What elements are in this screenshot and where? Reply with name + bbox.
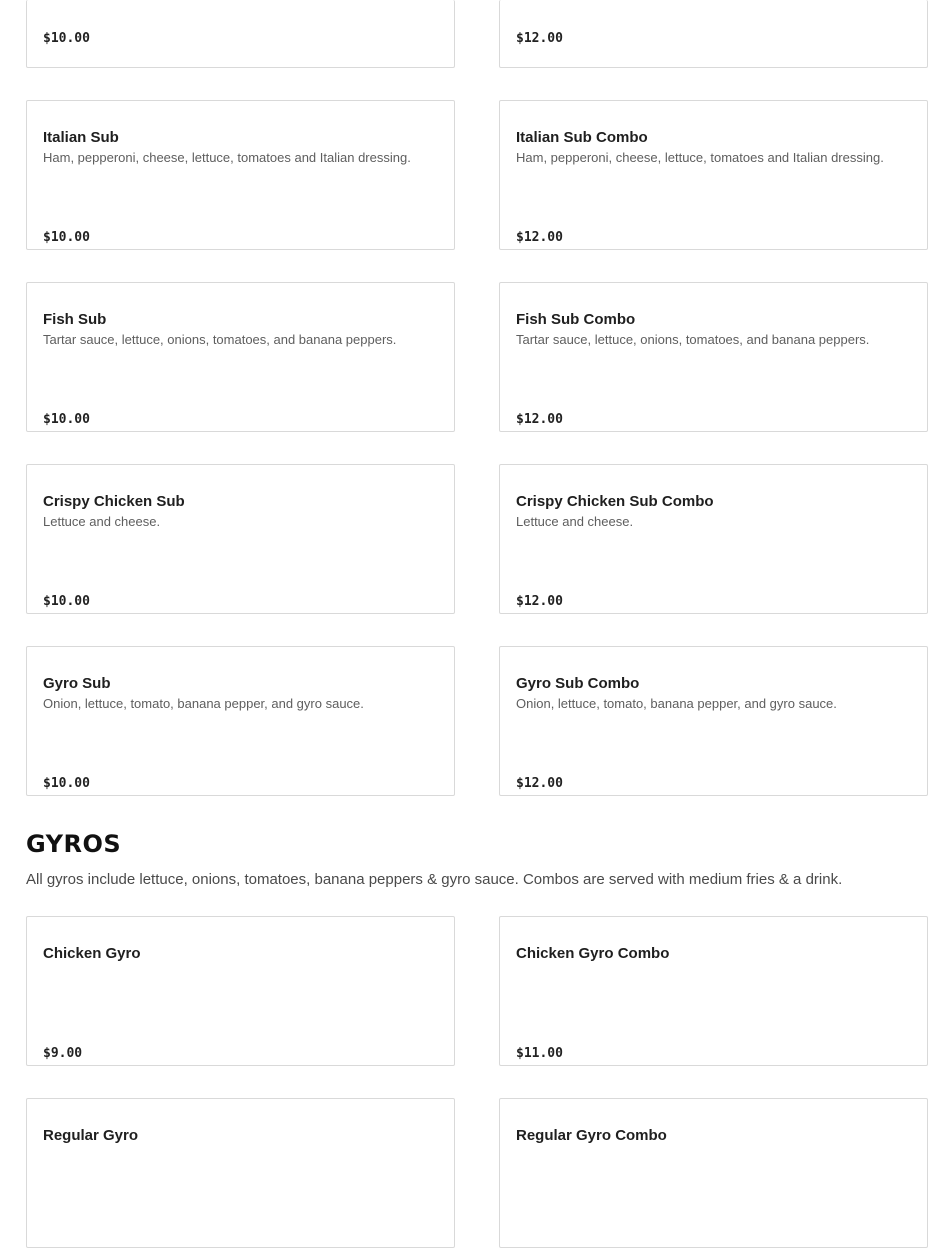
item-price: $9.00	[43, 1046, 83, 1061]
menu-item-card[interactable]	[26, 646, 455, 796]
menu-item-card[interactable]	[26, 916, 455, 1066]
item-price: $10.00	[43, 31, 90, 46]
item-name: Chicken Gyro Combo	[516, 945, 670, 962]
menu-item-card[interactable]	[26, 1098, 455, 1248]
item-name: Gyro Sub Combo	[516, 675, 640, 692]
item-name: Fish Sub Combo	[516, 311, 636, 328]
section-title: GYROS	[26, 830, 122, 858]
gyros-grid	[26, 916, 928, 1248]
menu-item-card[interactable]	[26, 0, 455, 68]
item-name: Crispy Chicken Sub	[43, 493, 185, 510]
item-name: Fish Sub	[43, 311, 107, 328]
item-price: $10.00	[43, 776, 90, 791]
item-name: Crispy Chicken Sub Combo	[516, 493, 714, 510]
item-description: Ham, pepperoni, cheese, lettuce, tomatoes and Italian dressing.	[516, 150, 884, 165]
item-name: Regular Gyro	[43, 1127, 139, 1144]
item-name: Chicken Gyro	[43, 945, 141, 962]
menu-item-card[interactable]	[499, 1098, 928, 1248]
item-description: Onion, lettuce, tomato, banana pepper, and gyro sauce.	[43, 696, 364, 711]
item-description: Tartar sauce, lettuce, onions, tomatoes, and banana peppers.	[516, 332, 870, 347]
menu-item-card[interactable]	[499, 282, 928, 432]
item-description: Tartar sauce, lettuce, onions, tomatoes, and banana peppers.	[43, 332, 397, 347]
item-price: $10.00	[43, 412, 90, 427]
menu-item-card[interactable]	[26, 282, 455, 432]
subs-grid	[26, 100, 928, 796]
item-price: $12.00	[516, 31, 563, 46]
item-price: $12.00	[516, 412, 563, 427]
item-price: $12.00	[516, 230, 563, 245]
item-description: Onion, lettuce, tomato, banana pepper, and gyro sauce.	[516, 696, 837, 711]
item-name: Italian Sub	[43, 129, 119, 146]
section-description: All gyros include lettuce, onions, tomatoes, banana peppers & gyro sauce. Combos are served with medium fries & a drink.	[26, 871, 843, 888]
menu-item-card[interactable]	[26, 100, 455, 250]
item-name: Regular Gyro Combo	[516, 1127, 667, 1144]
item-price: $10.00	[43, 230, 90, 245]
menu-item-card[interactable]	[499, 0, 928, 68]
item-description: Ham, pepperoni, cheese, lettuce, tomatoes and Italian dressing.	[43, 150, 411, 165]
item-price: $12.00	[516, 776, 563, 791]
item-price: $10.00	[43, 594, 90, 609]
item-description: Lettuce and cheese.	[43, 514, 161, 529]
menu-item-card[interactable]	[26, 464, 455, 614]
item-name: Gyro Sub	[43, 675, 111, 692]
item-price: $11.00	[516, 1046, 563, 1061]
item-price: $12.00	[516, 594, 563, 609]
menu-item-card[interactable]	[499, 916, 928, 1066]
item-name: Italian Sub Combo	[516, 129, 648, 146]
menu-item-card[interactable]	[499, 464, 928, 614]
menu-item-card[interactable]	[499, 100, 928, 250]
subs-top-partial-grid	[26, 0, 928, 68]
item-description: Lettuce and cheese.	[516, 514, 634, 529]
menu-item-card[interactable]	[499, 646, 928, 796]
